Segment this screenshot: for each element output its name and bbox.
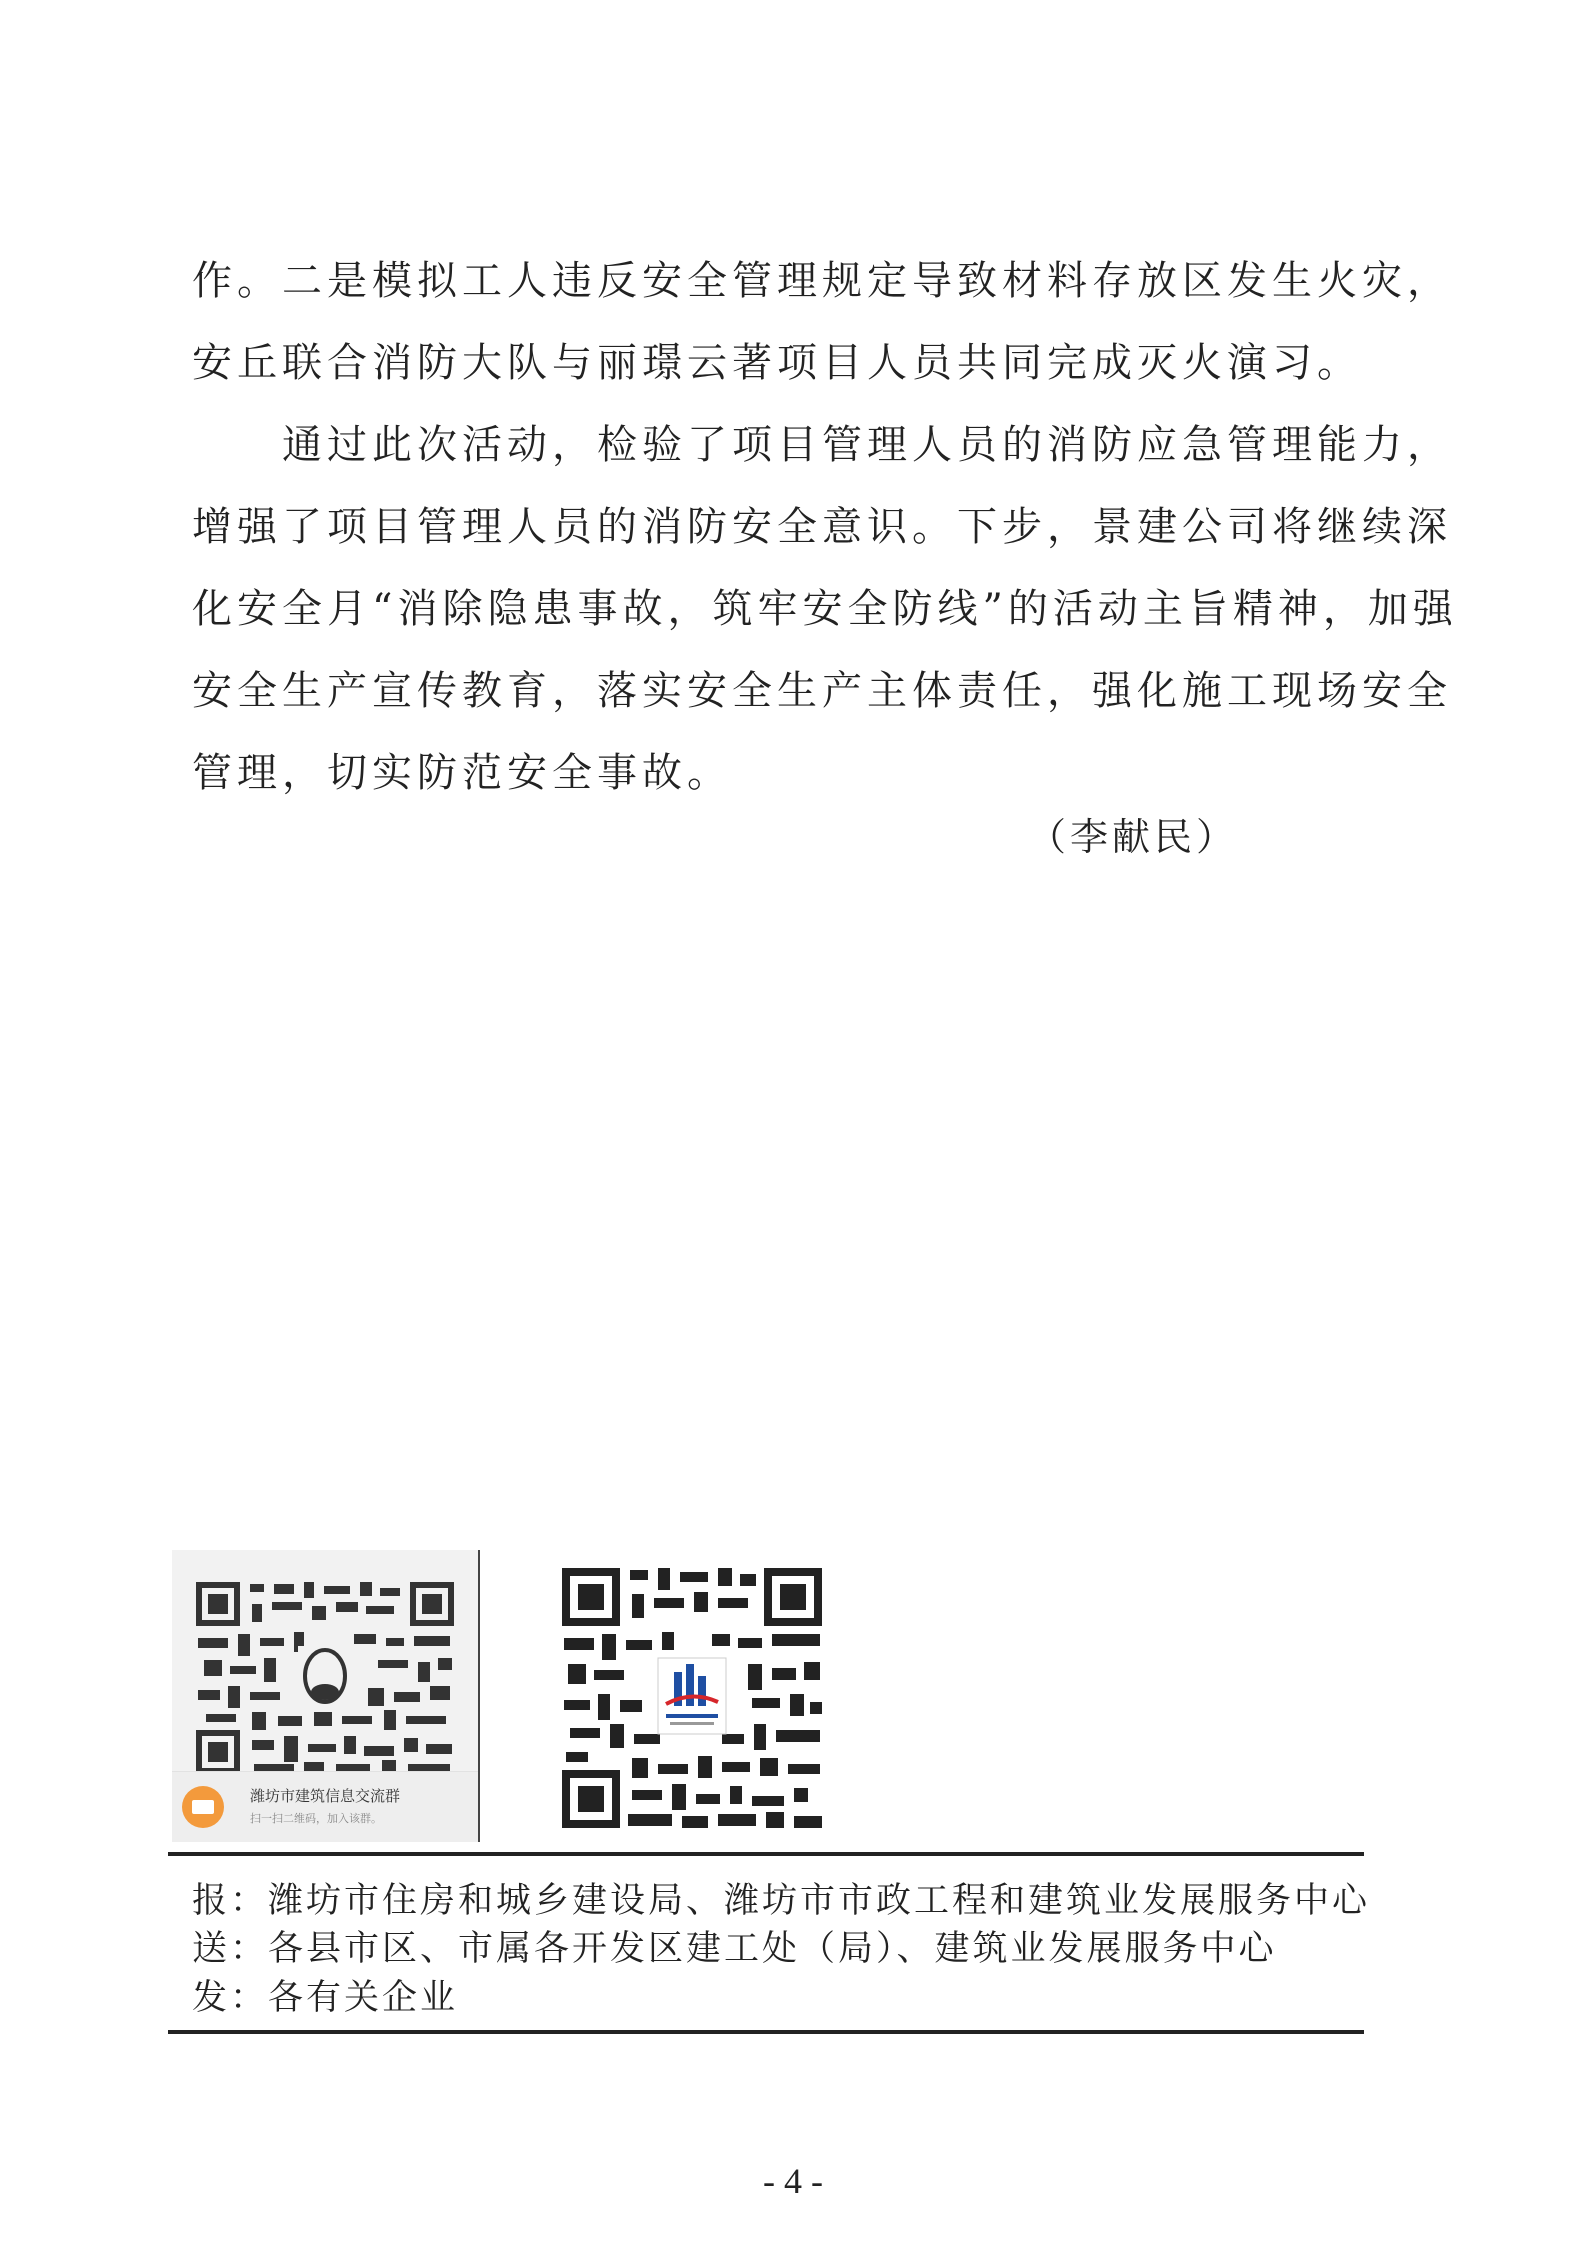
distribution-top-rule [168,1852,1364,1856]
official-qr-code [562,1568,822,1828]
text-line: 增强了项目管理人员的消防安全意识。下步，景建公司将继续深 [192,504,1452,550]
body-paragraph-2 [192,404,1458,814]
association-logo-icon [658,1658,726,1734]
distribution-send: 送：各县市区、市属各开发区建工处（局）、建筑业发展服务中心 [192,1929,1277,1969]
text-line: 作。二是模拟工人违反安全管理规定导致材料存放区发生火灾， [192,258,1452,304]
distribution-report: 报：潍坊市住房和城乡建设局、潍坊市市政工程和建筑业发展服务中心 [192,1881,1371,1921]
distribution-bottom-rule [168,2030,1364,2034]
text-line: 管理，切实防范安全事故。 [192,750,732,796]
body-paragraph-1 [192,240,1452,404]
group-qr-code [194,1580,456,1776]
group-name: 潍坊市建筑信息交流群 [250,1787,401,1805]
group-scan-hint: 扫一扫二维码，加入该群。 [250,1812,382,1825]
text-line: 化安全月“消除隐患事故，筑牢安全防线”的活动主旨精神，加强 [192,586,1458,632]
text-line: 安丘联合消防大队与丽璟云著项目人员共同完成灭火演习。 [192,340,1362,386]
penguin-icon [298,1646,352,1708]
author-signature: （李献民） [1028,815,1239,859]
briefcase-icon [182,1786,224,1828]
text-line: 通过此次活动，检验了项目管理人员的消防应急管理能力， [192,422,1452,468]
distribution-issue: 发：各有关企业 [192,1978,459,2018]
page-number: - 4 - [763,2161,823,2201]
group-card-footer [172,1771,478,1842]
text-line: 安全生产宣传教育，落实安全生产主体责任，强化施工现场安全 [192,668,1452,714]
group-qr-card [172,1550,480,1842]
